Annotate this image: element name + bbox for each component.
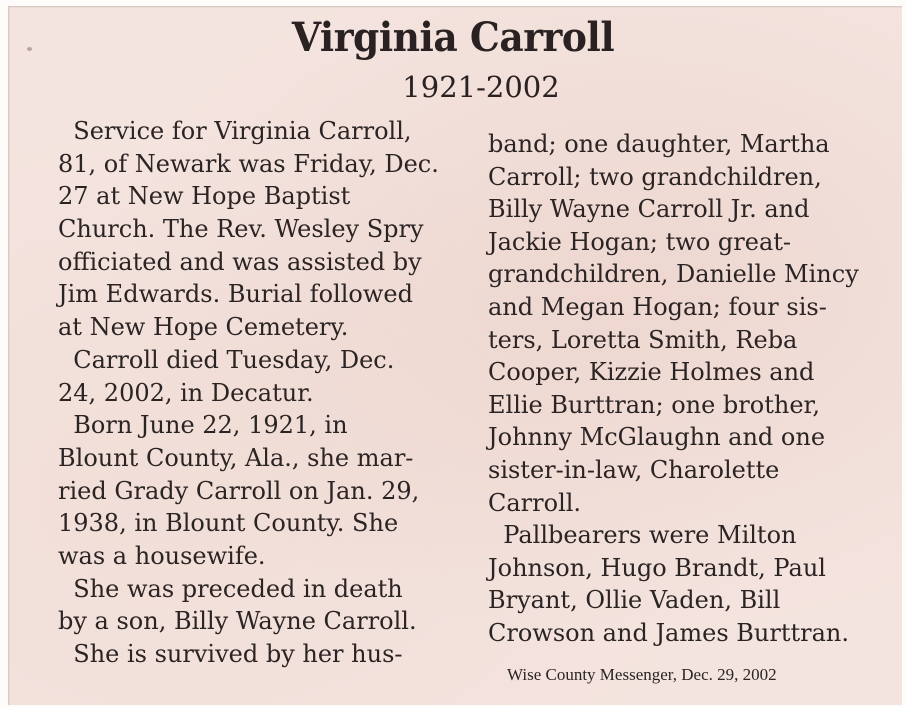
text-line: Crowson and James Burttran. — [488, 618, 849, 647]
text-line: Jackie Hogan; two great- — [488, 227, 792, 256]
text-line: She was preceded in death — [58, 574, 403, 603]
text-line: ters, Loretta Smith, Reba — [488, 325, 798, 354]
text-line: 1938, in Blount County. She — [58, 509, 399, 538]
text-line: She is survived by her hus- — [58, 640, 403, 668]
text-line: was a housewife. — [58, 541, 266, 570]
text-line: Carroll died Tuesday, Dec. — [58, 345, 395, 374]
text-line: Carroll; two grandchildren, — [488, 162, 822, 191]
text-line: Cooper, Kizzie Holmes and — [488, 358, 815, 387]
text-line: Carroll. — [488, 488, 582, 517]
obituary-years: 1921-2002 — [402, 70, 560, 104]
text-line: 27 at New Hope Baptist — [58, 182, 351, 211]
text-line: 81, of Newark was Friday, Dec. — [58, 149, 439, 178]
text-line: Johnny McGlaughn and one — [488, 423, 826, 452]
text-line: Ellie Burttran; one brother, — [488, 390, 820, 419]
text-line: Blount County, Ala., she mar- — [58, 443, 414, 472]
text-line: 24, 2002, in Decatur. — [58, 378, 314, 407]
text-line: by a son, Billy Wayne Carroll. — [58, 607, 417, 636]
text-line: sister-in-law, Charolette — [488, 455, 780, 484]
text-line: Billy Wayne Carroll Jr. and — [488, 195, 810, 224]
right-text-column — [488, 128, 859, 650]
text-line: Jim Edwards. Burial followed — [58, 280, 413, 309]
text-line: Born June 22, 1921, in — [58, 411, 348, 440]
text-line: Pallbearers were Milton — [488, 521, 797, 550]
text-line: at New Hope Cemetery. — [58, 313, 349, 342]
text-line: ried Grady Carroll on Jan. 29, — [58, 476, 420, 505]
text-line: grandchildren, Danielle Mincy — [488, 260, 859, 289]
text-line: Church. The Rev. Wesley Spry — [58, 215, 424, 244]
text-line: band; one daughter, Martha — [488, 130, 830, 158]
text-line: officiated and was assisted by — [58, 247, 422, 276]
source-credit: Wise County Messenger, Dec. 29, 2002 — [507, 665, 777, 684]
obituary-title: Virginia Carroll — [291, 14, 615, 61]
text-line: Service for Virginia Carroll, — [58, 117, 412, 145]
text-line: Johnson, Hugo Brandt, Paul — [488, 553, 826, 582]
text-line: Bryant, Ollie Vaden, Bill — [488, 586, 781, 615]
left-text-column — [58, 115, 439, 671]
text-line: and Megan Hogan; four sis- — [488, 292, 827, 321]
